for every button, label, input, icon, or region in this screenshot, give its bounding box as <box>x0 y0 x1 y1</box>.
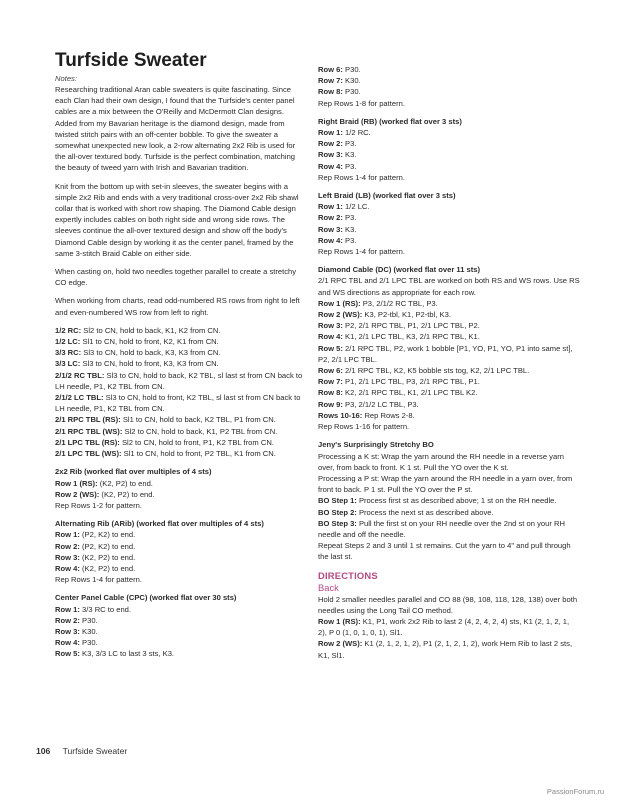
pattern-row <box>318 224 580 235</box>
row-instruction: P3, 2/1/2 LC TBL, P3. <box>345 399 419 409</box>
row-label: Row 4: <box>318 161 343 171</box>
pattern-row <box>55 637 305 648</box>
row-instruction: (P2, K2) to end. <box>82 541 136 551</box>
pattern-row <box>55 648 305 659</box>
directions-intro: Hold 2 smaller needles parallel and CO 88 (98, 108, 118, 128, 138) over both needles using the Long Tail CO method. <box>318 594 578 615</box>
page-footer <box>36 745 127 757</box>
row-label: Rows 10-16: <box>318 410 363 420</box>
cpc-continued <box>318 64 580 109</box>
pattern-row <box>318 138 580 149</box>
pattern-row <box>318 127 580 138</box>
pattern-row <box>318 298 580 309</box>
pattern-row <box>55 626 305 637</box>
pattern-row <box>55 563 305 574</box>
row-label: Row 4: <box>55 638 80 648</box>
stitch-section <box>55 466 305 511</box>
row-instruction: Process the next st as described above. <box>358 507 494 517</box>
row-instruction: Sl2 to CN, hold to back, K1, P2 TBL from CN. <box>124 426 278 436</box>
row-label: Row 1: <box>55 530 80 540</box>
pattern-row <box>55 552 305 563</box>
row-label: Row 5: <box>318 343 343 353</box>
pattern-row <box>318 518 580 540</box>
intro-paragraph: Researching traditional Aran cable sweaters is quite fascinating. Since each Clan had their own design, I found that the Turfside's center panel cables are a mix between the O'Reilly and McDermott Clan designs. Added from my Bavarian heritage is the diamond design, made from twisted stitch pairs with an off-center bobble. To give the sweater a somewhat unexpected new look, a 2-row alternating 2x2 Rib is used for the all-over textured body. Turfside is the perfect combination, matching the beauty of tweed yarn with Irish and Bavarian tradition. <box>55 85 296 173</box>
pattern-row <box>318 161 580 172</box>
row-instruction: Rep Rows 1-16 for pattern. <box>318 422 410 432</box>
pattern-row <box>55 500 305 511</box>
right-stitch-sections <box>318 116 580 257</box>
row-label: Row 1: <box>318 128 343 138</box>
row-label: 2/1 RPC TBL (WS): <box>55 426 123 436</box>
row-label: Row 6: <box>318 65 343 74</box>
row-instruction: (K2, P2) to end. <box>82 552 136 562</box>
section-heading: Center Panel Cable (CPC) (worked flat over 30 sts) <box>55 593 237 603</box>
row-instruction: P3, 2/1/2 RC TBL, P3. <box>362 298 438 308</box>
row-instruction: 1/2 LC. <box>345 202 370 212</box>
row-label: Row 4: <box>318 235 343 245</box>
row-instruction: P3. <box>345 235 357 245</box>
section-intro: 2/1 RPC TBL and 2/1 LPC TBL are worked on both RS and WS rows. Use RS and WS directions as appropriate for each row. <box>318 276 580 297</box>
row-instruction: K2, 2/1 RPC TBL, K1, 2/1 LPC TBL K2. <box>345 388 478 398</box>
row-label: Row 1 (RS): <box>318 616 361 626</box>
pattern-row <box>55 448 305 459</box>
row-instruction: K1, 2/1 LPC TBL, K3, 2/1 RPC TBL, K1. <box>345 332 480 342</box>
row-label: 1/2 LC: <box>55 337 81 347</box>
pattern-row <box>55 426 305 437</box>
row-label: Row 8: <box>318 87 343 97</box>
row-instruction: P30. <box>82 638 98 648</box>
row-instruction: Processing a K st: Wrap the yarn around the RH needle in a reverse yarn over, from back to front. K 1 st. Pull the YO over the K st. <box>318 451 564 472</box>
row-instruction: (K2, P2) to end. <box>99 478 153 488</box>
page-number: 106 <box>36 746 51 756</box>
pattern-row <box>318 309 580 320</box>
stitch-section <box>55 518 305 585</box>
notes-label: Notes: <box>55 74 77 83</box>
pattern-row <box>318 638 580 660</box>
running-title: Turfside Sweater <box>62 746 128 756</box>
row-instruction: Process first st as described above; 1 st on the RH needle. <box>358 496 557 506</box>
section-heading: 2x2 Rib (worked flat over multiples of 4 sts) <box>55 467 212 477</box>
left-stitch-sections <box>55 466 305 659</box>
pattern-row <box>55 336 305 347</box>
row-instruction: Sl2 to CN, hold to front, P1, K2 TBL from CN. <box>121 437 274 447</box>
pattern-row <box>318 86 580 97</box>
pattern-row <box>55 414 305 425</box>
row-instruction: Sl3 to CN, hold to back, K2 TBL, sl last st from CN back to LH needle, P1, K2 TBL from CN. <box>55 370 303 391</box>
row-label: Row 3: <box>55 552 80 562</box>
pattern-row <box>55 437 305 448</box>
pattern-row <box>55 325 305 336</box>
row-instruction: P2, 2/1 RPC TBL, P1, 2/1 LPC TBL, P2. <box>345 321 480 331</box>
stitch-section <box>55 592 305 659</box>
row-instruction: P1, 2/1 LPC TBL, P3, 2/1 RPC TBL, P1. <box>345 377 480 387</box>
pattern-row <box>318 320 580 331</box>
row-label: Row 2: <box>318 139 343 149</box>
row-instruction: Sl2 to CN, hold to back, K1, K2 from CN. <box>83 325 221 335</box>
row-label: 2/1 LPC TBL (WS): <box>55 449 122 459</box>
section-heading: Right Braid (RB) (worked flat over 3 sts) <box>318 116 462 126</box>
pattern-row <box>55 347 305 358</box>
pattern-row <box>318 331 580 342</box>
row-label: BO Step 2: <box>318 507 357 517</box>
pattern-row <box>318 451 580 473</box>
row-instruction: P3. <box>345 213 357 223</box>
pattern-row <box>55 541 305 552</box>
row-label: 2/1/2 RC TBL: <box>55 370 105 380</box>
row-label: Row 7: <box>318 76 343 86</box>
intro-paragraph: When casting on, hold two needles together parallel to create a stretchy CO edge. <box>55 267 297 288</box>
pattern-row <box>318 507 580 518</box>
row-instruction: Sl3 to CN, hold to front, K3, K3 from CN. <box>82 359 219 369</box>
pattern-row <box>55 604 305 615</box>
row-instruction: K3. <box>345 224 357 234</box>
row-instruction: Pull the first st on your RH needle over the 2nd st on your RH needle and off the needle. <box>318 518 565 539</box>
row-label: Row 1: <box>55 604 80 614</box>
row-label: Row 1: <box>318 202 343 212</box>
row-instruction: Sl3 to CN, hold to front, K2 TBL, sl last st from CN back to LH needle, P1, K2 TBL from CN. <box>55 393 301 414</box>
row-instruction: K3, P2-tbl, K1, P2-tbl, K3. <box>364 310 451 320</box>
row-instruction: K30. <box>82 626 98 636</box>
pattern-row <box>318 410 580 421</box>
stitch-section <box>318 190 580 257</box>
row-instruction: K3, 3/3 LC to last 3 sts, K3. <box>82 649 175 659</box>
pattern-row <box>318 473 580 495</box>
row-instruction: P3. <box>345 161 357 171</box>
row-instruction: 3/3 RC to end. <box>82 604 131 614</box>
row-instruction: Rep Rows 1-4 for pattern. <box>55 575 142 585</box>
row-label: Row 1 (RS): <box>318 298 361 308</box>
directions-heading: DIRECTIONS <box>318 569 378 581</box>
left-column <box>55 50 305 667</box>
pattern-row <box>55 574 305 585</box>
row-instruction: 1/2 RC. <box>345 128 371 138</box>
pattern-row <box>318 343 580 365</box>
diamond-cable-section <box>318 264 580 432</box>
row-instruction: Rep Rows 1-4 for pattern. <box>318 247 405 257</box>
row-instruction: (P2, K2) to end. <box>82 530 136 540</box>
intro-text <box>55 84 305 318</box>
directions-section <box>318 570 580 661</box>
pattern-row <box>318 201 580 212</box>
bind-off-section <box>318 439 580 562</box>
pattern-row <box>55 478 305 489</box>
row-instruction: (K2, P2) to end. <box>101 489 155 499</box>
pattern-row <box>318 235 580 246</box>
row-instruction: Processing a P st: Wrap the yarn around the RH needle in a yarn over, from front to back. P 1 st. Pull the YO over the P st. <box>318 473 573 495</box>
row-instruction: 2/1 RPC TBL, K2, K5 bobble sts tog, K2, 2/1 LPC TBL. <box>345 366 530 376</box>
pattern-row <box>318 365 580 376</box>
row-instruction: P3. <box>345 139 357 149</box>
row-instruction: Sl1 to CN, hold to front, P2 TBL, K1 from CN. <box>123 449 276 459</box>
section-heading: Diamond Cable (DC) (worked flat over 11 sts) <box>318 265 481 275</box>
row-instruction: Rep Rows 2-8. <box>364 410 415 420</box>
row-instruction: K1, P1, work 2x2 Rib to last 2 (4, 2, 4, 2, 4) sts, K1 (2, 1, 2, 1, 2), P 0 (1, 0, 1, 0, 1), Sl1. <box>318 616 570 638</box>
row-label: Row 8: <box>318 388 343 398</box>
pattern-row <box>55 392 305 414</box>
stitch-section <box>318 116 580 183</box>
pattern-row <box>318 64 580 75</box>
row-label: Row 3: <box>55 626 80 636</box>
row-label: Row 2 (WS): <box>318 639 363 649</box>
row-label: Row 2: <box>318 213 343 223</box>
page-title: Turfside Sweater <box>55 50 207 71</box>
row-instruction: P30. <box>82 615 98 625</box>
row-label: 3/3 RC: <box>55 348 82 358</box>
pattern-row <box>318 172 580 183</box>
row-label: Row 5: <box>55 649 80 659</box>
row-label: 2/1/2 LC TBL: <box>55 393 104 403</box>
row-label: Row 4: <box>318 332 343 342</box>
section-heading: Left Braid (LB) (worked flat over 3 sts) <box>318 191 456 201</box>
pattern-row <box>318 212 580 223</box>
row-instruction: Rep Rows 1-4 for pattern. <box>318 172 405 182</box>
row-instruction: K1 (2, 1, 2, 1, 2), P1 (2, 1, 2, 1, 2), work Hem Rib to last 2 sts, K1, Sl1. <box>318 639 573 660</box>
row-instruction: Rep Rows 1-2 for pattern. <box>55 500 142 510</box>
pattern-row <box>55 370 305 392</box>
row-label: 3/3 LC: <box>55 359 81 369</box>
directions-subheading: Back <box>318 581 339 593</box>
row-label: Row 3: <box>318 224 343 234</box>
pattern-row <box>318 616 580 638</box>
row-label: Row 9: <box>318 399 343 409</box>
intro-paragraph: Knit from the bottom up with set-in sleeves, the sweater begins with a simple 2x2 Rib and ends with a very traditional cross-over 2x2 Rib shawl collar that is worked with short row shaping. The Diamond Cable design expertly includes cables on both right side and wrong side rows. The sleeves continue the all-over textured design and show off the body's Diamond Cable design by working it as the center panel, framed by the same 3-stitch Braid Cable on either side. <box>55 181 299 258</box>
pattern-row <box>318 387 580 398</box>
pattern-row <box>318 246 580 257</box>
row-label: Row 7: <box>318 377 343 387</box>
row-instruction: (K2, P2) to end. <box>82 563 136 573</box>
row-instruction: K30. <box>345 76 361 86</box>
right-column <box>318 64 580 661</box>
pattern-row <box>318 399 580 410</box>
bind-off-steps <box>318 451 580 563</box>
pattern-row <box>318 495 580 506</box>
row-label: 1/2 RC: <box>55 325 82 335</box>
pattern-row <box>318 540 580 562</box>
pattern-row <box>318 376 580 387</box>
row-instruction: 2/1 RPC TBL, P2, work 1 bobble [P1, YO, P1, YO, P1 into same st], P2, 2/1 LPC TBL. <box>318 343 573 364</box>
pattern-row <box>318 75 580 86</box>
row-label: BO Step 1: <box>318 496 357 506</box>
watermark: PassionForum.ru <box>546 787 604 796</box>
row-instruction: Sl1 to CN, hold to back, K2 TBL, P1 from CN. <box>122 415 276 425</box>
pattern-row <box>55 489 305 500</box>
pattern-row <box>318 421 580 432</box>
row-label: Row 6: <box>318 366 343 376</box>
section-heading: Jeny's Surprisingly Stretchy BO <box>318 440 434 450</box>
row-instruction: Sl3 to CN, hold to back, K3, K3 from CN. <box>83 348 221 358</box>
row-label: BO Step 3: <box>318 518 357 528</box>
row-instruction: P30. <box>345 65 361 74</box>
row-label: Row 1 (RS): <box>55 478 98 488</box>
row-label: Row 4: <box>55 563 80 573</box>
pattern-row <box>55 358 305 369</box>
row-instruction: K3. <box>345 150 357 160</box>
row-label: Row 2 (WS): <box>318 310 363 320</box>
diamond-rows <box>318 298 580 432</box>
row-label: Row 2 (WS): <box>55 489 100 499</box>
row-label: 2/1 RPC TBL (RS): <box>55 415 121 425</box>
row-instruction: Sl1 to CN, hold to front, K2, K1 from CN. <box>82 337 219 347</box>
pattern-row <box>55 529 305 540</box>
intro-paragraph: When working from charts, read odd-numbered RS rows from right to left and even-numbered WS row from left to right. <box>55 296 300 317</box>
row-instruction: P30. <box>345 87 361 97</box>
row-label: Row 2: <box>55 541 80 551</box>
row-instruction: Repeat Steps 2 and 3 until 1 st remains. Cut the yarn to 4" and pull through the last st. <box>318 541 571 562</box>
row-label: Row 3: <box>318 150 343 160</box>
row-label: Row 2: <box>55 615 80 625</box>
section-heading: Alternating Rib (ARib) (worked flat over multiples of 4 sts) <box>55 519 264 529</box>
pattern-row <box>318 149 580 160</box>
row-label: 2/1 LPC TBL (RS): <box>55 437 120 447</box>
row-label: Row 3: <box>318 321 343 331</box>
abbreviation-list <box>55 325 305 459</box>
directions-rows <box>318 616 580 661</box>
pattern-row <box>318 98 580 109</box>
pattern-row <box>55 615 305 626</box>
row-instruction: Rep Rows 1-8 for pattern. <box>318 98 405 108</box>
